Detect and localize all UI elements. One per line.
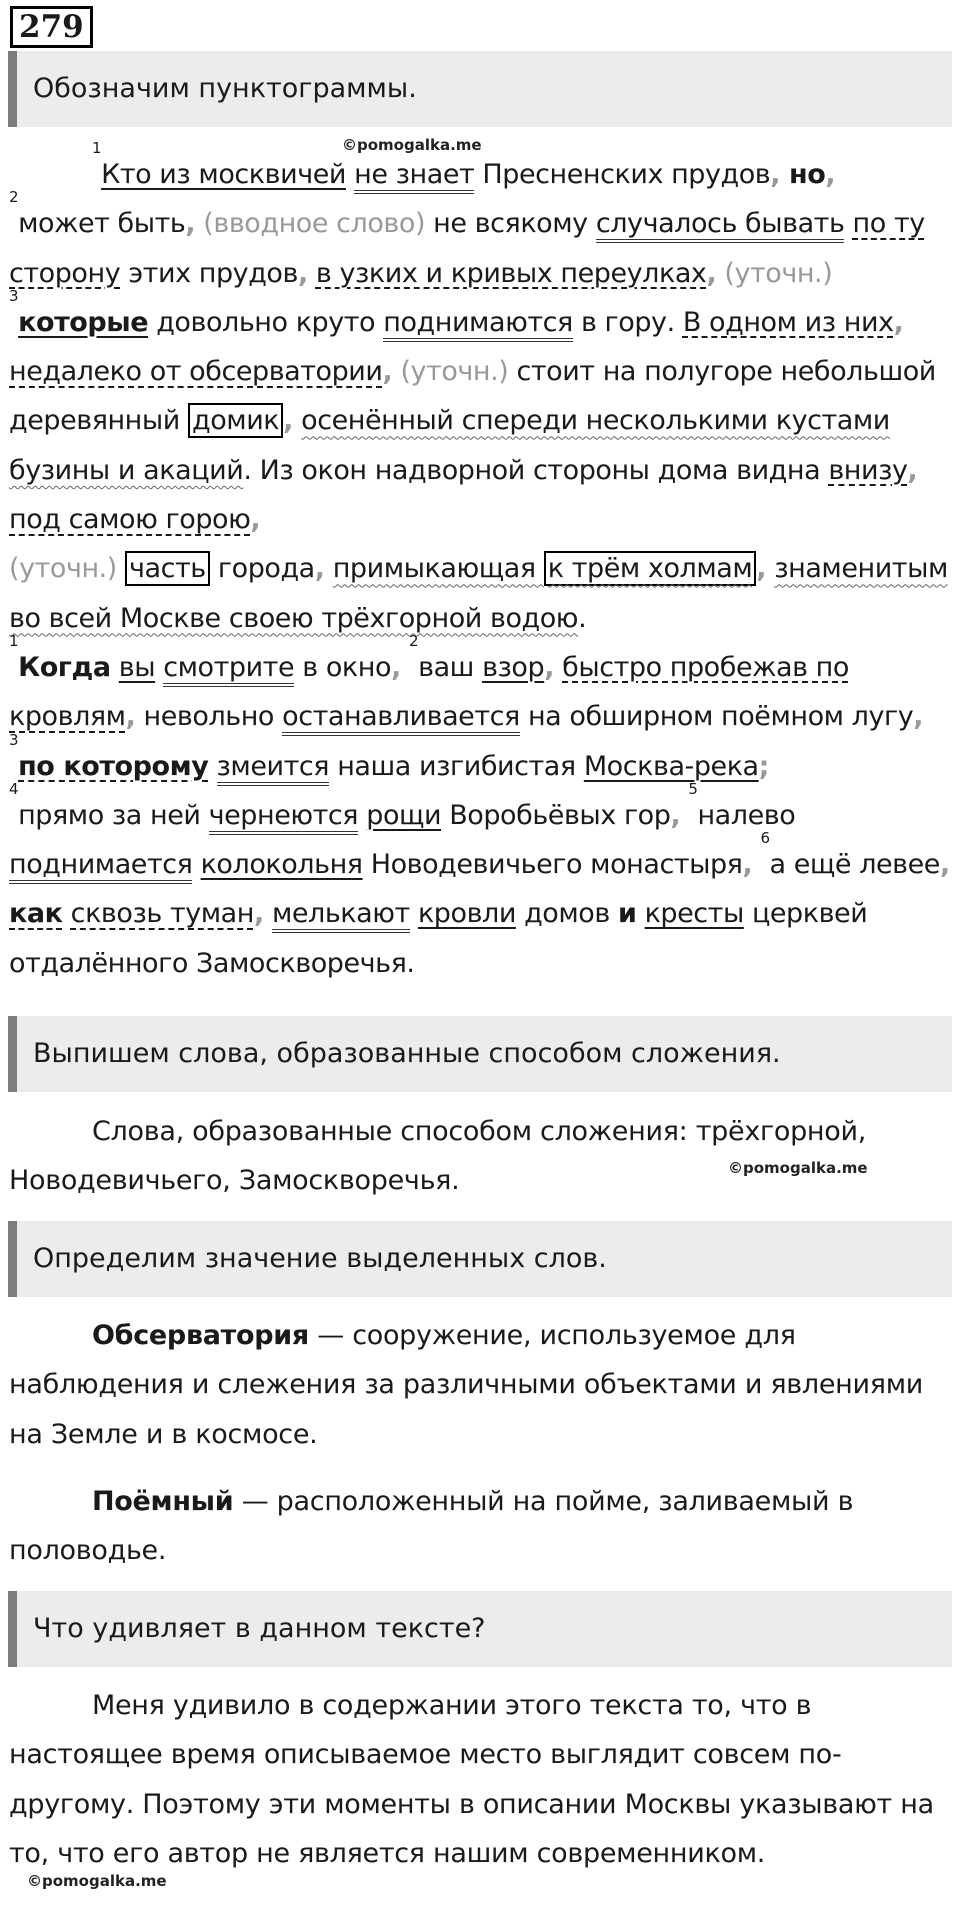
predicate: поднимается xyxy=(9,849,192,884)
comma: , xyxy=(297,257,308,289)
sentence-number: 1 xyxy=(92,139,102,157)
comma: , xyxy=(756,553,767,585)
comma: , xyxy=(544,651,555,683)
comma: , xyxy=(706,257,717,289)
note: (уточн.) xyxy=(392,356,509,388)
note: (уточн.) xyxy=(716,257,833,289)
predicate: змеится xyxy=(217,751,330,786)
predicate: поднимаются xyxy=(383,307,573,342)
sentence-number: 1 xyxy=(9,631,19,650)
text: прямо за ней xyxy=(18,799,209,831)
sentence-number: 2 xyxy=(409,631,419,650)
definition-observatory xyxy=(9,1311,953,1459)
predicate: мелькают xyxy=(272,898,410,933)
predicate: смотрите xyxy=(163,652,294,687)
term: Поёмный xyxy=(92,1486,234,1517)
participial-phrase: знаменитым во всей Москве своею трёхгорной водою xyxy=(9,553,948,634)
comma: , xyxy=(125,701,136,733)
comma: , xyxy=(742,849,753,881)
comma: , xyxy=(391,651,401,683)
adverbial: в узких и кривых переулках xyxy=(315,257,707,289)
adverbial: В одном из них xyxy=(682,306,894,338)
predicate: не знает xyxy=(354,159,474,194)
text: невольно xyxy=(135,701,283,733)
predicate: чернеются xyxy=(209,800,358,835)
conjunction: и xyxy=(617,898,637,930)
subject: которые xyxy=(18,306,149,338)
subject: колокольня xyxy=(200,849,363,881)
text: города xyxy=(209,553,315,585)
text: . Из окон надворной стороны дома видна xyxy=(243,454,829,486)
text: Воробьёвых гор xyxy=(441,799,671,831)
text: домов xyxy=(515,898,618,930)
predicate: останавливается xyxy=(282,701,520,736)
comma: , xyxy=(253,898,264,930)
text: этих прудов xyxy=(120,257,298,289)
subject: Москва-река xyxy=(583,750,759,782)
adverbial: под самою горою xyxy=(9,504,251,536)
text: в гору. xyxy=(572,306,683,338)
definition-text: — расположенный на пойме, заливаемый в половодье. xyxy=(9,1486,854,1567)
participial-phrase: примыкающая xyxy=(332,553,544,585)
text: стоит на полугоре небольшой деревянный xyxy=(9,356,936,437)
conjunction: но xyxy=(780,159,826,190)
conjunction: как xyxy=(9,898,63,930)
subject: кровли xyxy=(417,898,516,930)
text: довольно круто xyxy=(148,306,384,338)
watermark: ©pomogalka.me xyxy=(728,1159,868,1177)
exercise-number: 279 xyxy=(10,6,93,48)
definition-poemny xyxy=(9,1477,953,1576)
sentence-number: 4 xyxy=(9,779,19,798)
comma: , xyxy=(185,208,196,240)
text: церквей отдалённого Замоскворечья. xyxy=(9,898,868,979)
subject: кресты xyxy=(644,898,744,930)
comma: , xyxy=(913,701,924,733)
participial-phrase: осенённый спереди несколькими кустами бузины и акаций xyxy=(9,405,890,486)
task-header-punctograms: Обозначим пунктограммы. xyxy=(8,51,952,127)
text: Новодевичьего монастыря xyxy=(362,849,743,881)
semicolon: ; xyxy=(758,750,770,782)
sentence-number: 3 xyxy=(9,730,19,749)
subject: Кто из москвичей xyxy=(101,159,346,190)
definition-text: — сооружение, используемое для наблюдения и слежения за различными объектами и явлениями на Земле и в космосе. xyxy=(9,1320,924,1450)
sentence-number: 2 xyxy=(9,188,19,207)
text: на обширном поёмном лугу xyxy=(519,701,914,733)
predicate: случалось бывать xyxy=(596,208,845,243)
comma: , xyxy=(382,356,393,388)
sentence-number: 3 xyxy=(9,286,19,305)
text: Пресненских прудов xyxy=(474,159,771,190)
task-header-meanings: Определим значение выделенных слов. xyxy=(8,1221,952,1297)
comma: , xyxy=(250,504,261,536)
relative-word: по которому xyxy=(18,750,209,782)
comma: , xyxy=(314,553,325,585)
comma: , xyxy=(770,159,781,190)
watermark: ©pomogalka.me xyxy=(342,136,482,154)
comma: , xyxy=(283,405,293,437)
adverbial-phrase: быстро пробежав по кровлям xyxy=(9,651,849,733)
comma: , xyxy=(893,306,904,338)
note: (уточн.) xyxy=(9,553,117,585)
adverbial: по ту сторону xyxy=(9,208,925,289)
answer-compound-words: Слова, образованные способом сложения: трёхгорной, Новодевичьего, Замоскворечья. xyxy=(9,1116,867,1197)
text: может быть xyxy=(18,208,186,240)
subject: взор xyxy=(482,651,545,683)
comma: , xyxy=(670,799,681,831)
text: налево xyxy=(697,799,796,831)
sentence-number: 6 xyxy=(760,829,770,848)
subject: рощи xyxy=(366,799,442,831)
comma: , xyxy=(939,849,950,881)
text: не всякому xyxy=(425,208,596,240)
text: ваш xyxy=(418,651,483,683)
conjunction: Когда xyxy=(18,651,111,683)
boxed-phrase: к трём холмам xyxy=(544,551,757,586)
text: в окно xyxy=(294,651,392,683)
text: . xyxy=(578,602,587,634)
text: а ещё левее xyxy=(769,849,940,881)
task-header-compound-words: Выпишем слова, образованные способом сложения. xyxy=(8,1016,952,1092)
adverbial: внизу xyxy=(828,454,908,486)
boxed-word: домик xyxy=(188,403,283,438)
comparative-phrase: сквозь туман xyxy=(70,898,254,930)
watermark: ©pomogalka.me xyxy=(27,1872,167,1890)
task-header-surprise: Что удивляет в данном тексте? xyxy=(8,1591,952,1667)
text: наша изгибистая xyxy=(329,750,584,782)
sentence-number: 5 xyxy=(688,779,698,798)
comma: , xyxy=(825,159,836,190)
note: (вводное слово) xyxy=(195,208,426,240)
paragraph-2 xyxy=(9,631,953,988)
subject: вы xyxy=(118,651,156,683)
adverbial: недалеко от обсерватории xyxy=(9,356,383,388)
answer-surprise: Меня удивило в содержании этого текста то, что в настоящее время описываемое место выглядит совсем по-другому. Поэтому эти моменты в описании Москвы указывают на то, что его автор не является нашим современником. xyxy=(9,1690,934,1869)
boxed-word: часть xyxy=(125,551,210,586)
term: Обсерватория xyxy=(92,1320,309,1351)
comma: , xyxy=(907,454,918,486)
